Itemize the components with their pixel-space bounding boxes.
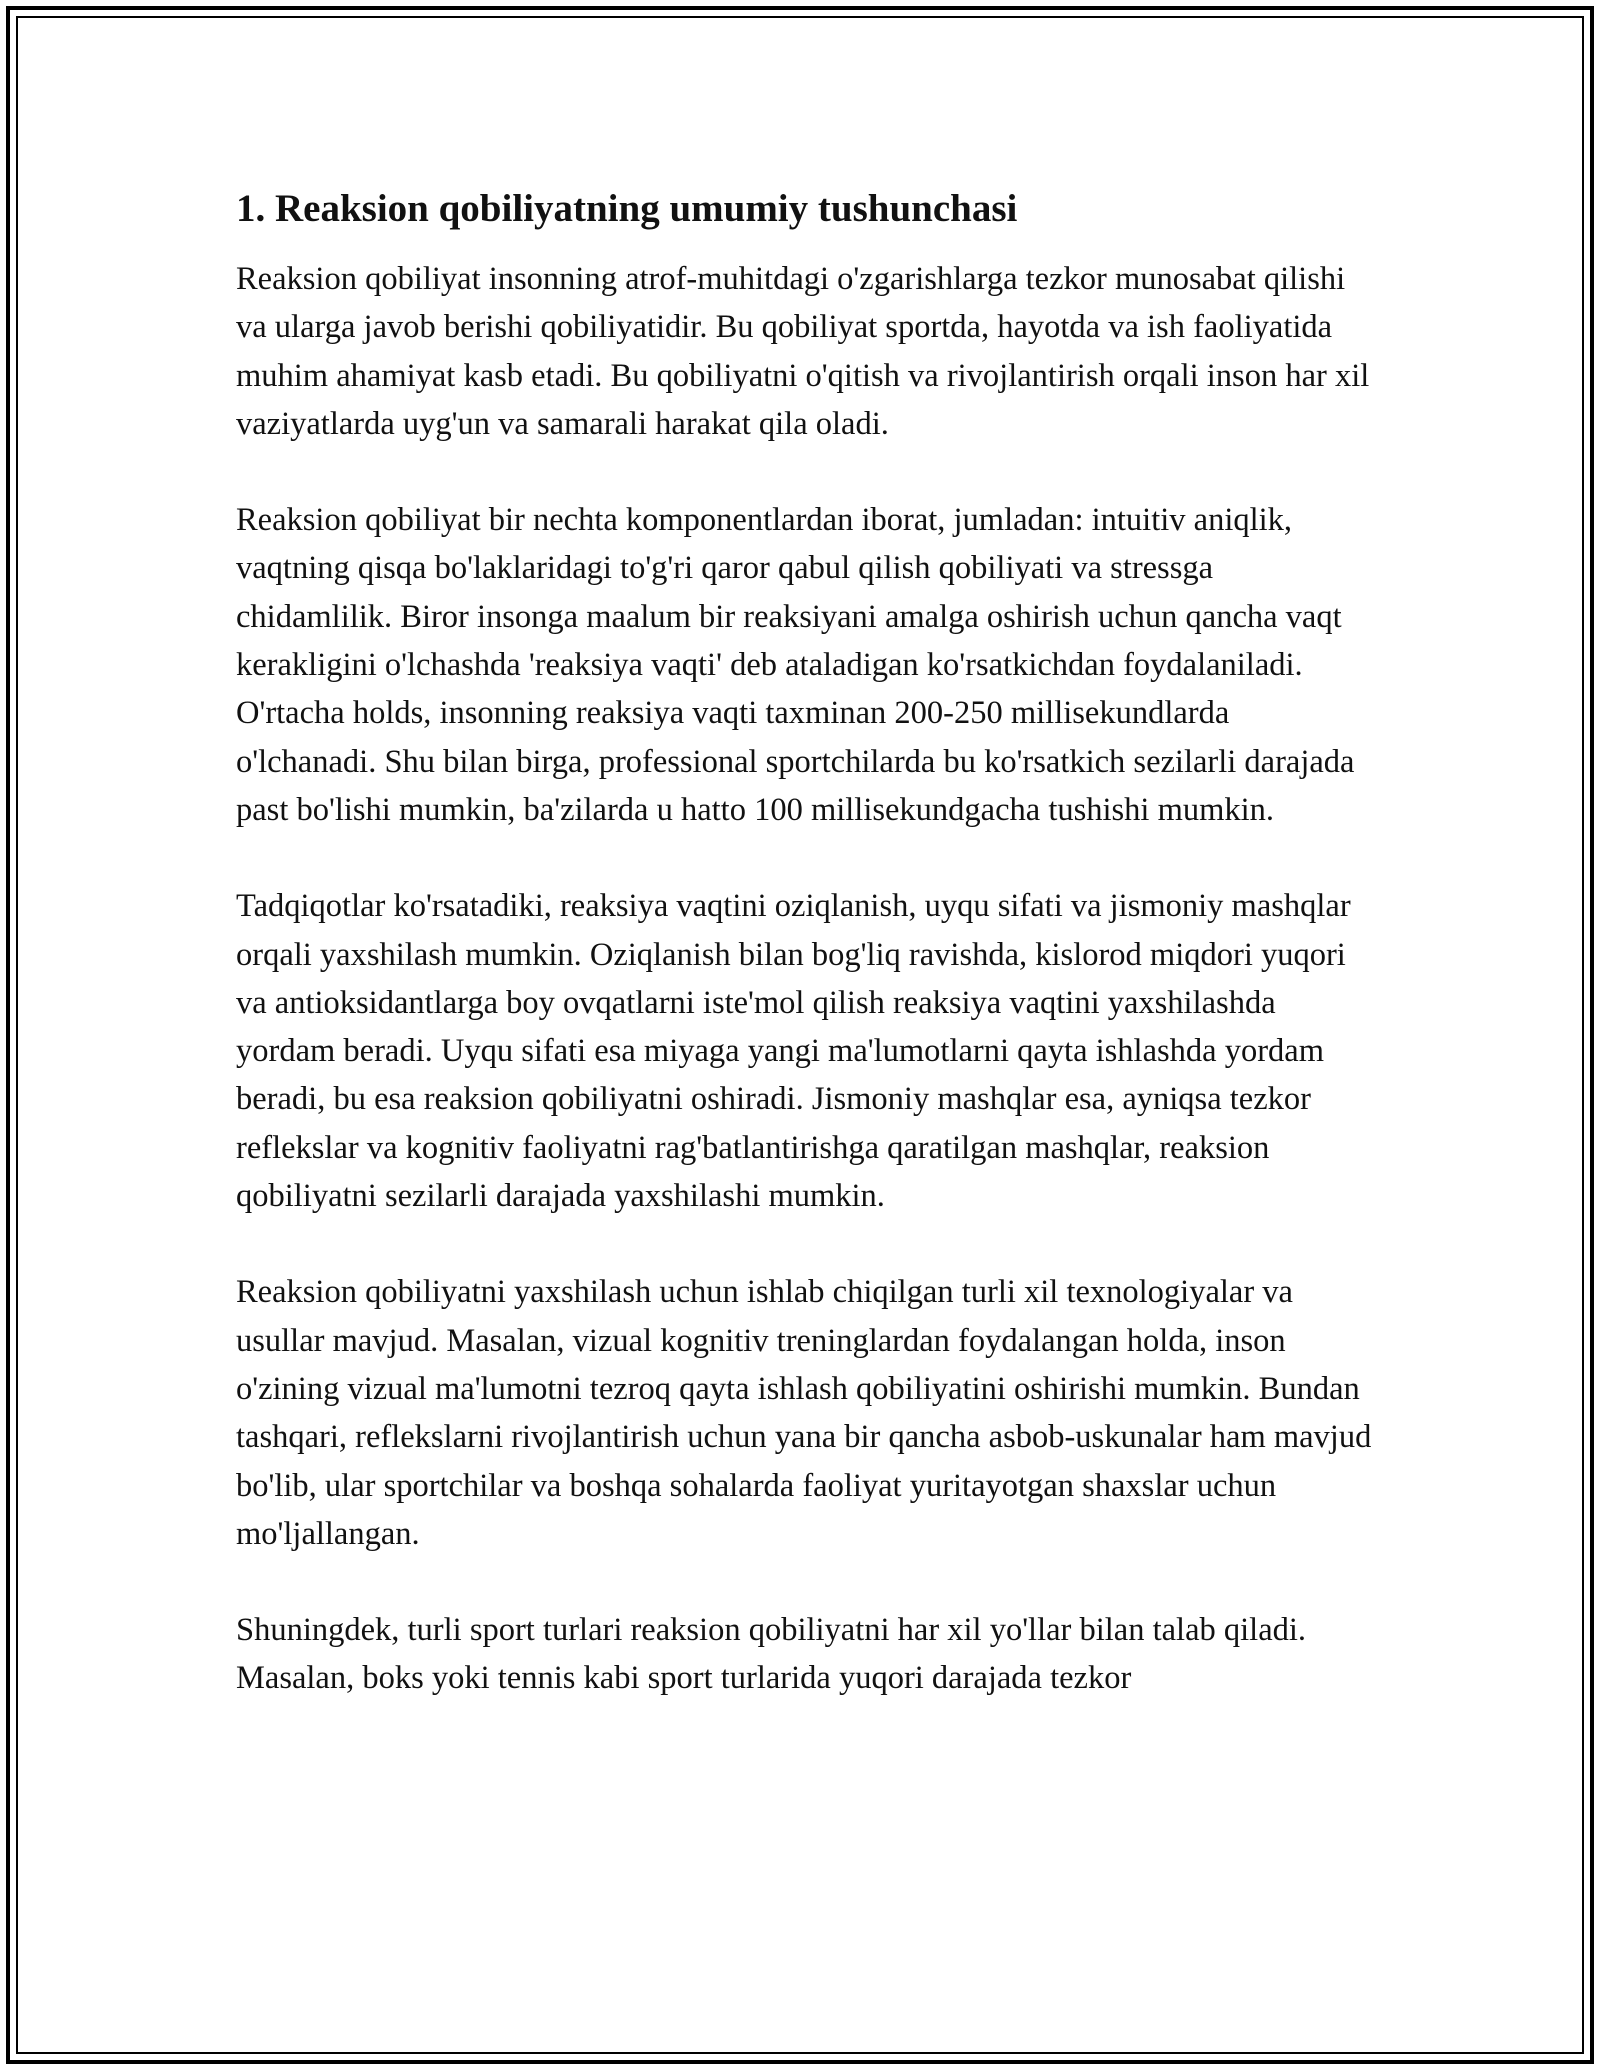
section-heading: 1. Reaksion qobiliyatning umumiy tushunchasi [236,187,1018,230]
paragraph-5: Shuningdek, turli sport turlari reaksion qobiliyatni har xil yo'llar bilan talab qiladi. Masalan, boks yoki tennis kabi sport turlarida yuqori darajada tezkor [236,1612,1307,1697]
paragraph-2: Reaksion qobiliyat bir nechta komponentlardan iborat, jumladan: intuitiv aniqlik, vaqtning qisqa bo'laklaridagi to'g'ri qaror qabul qilish qobiliyati va stressga chidamlilik. Biror insonga maalum bir reaksiyani amalga oshirish uchun qancha vaqt kerakligini o'lchashda 'reaksiya vaqti' deb ataladigan ko'rsatkichdan foydalaniladi. O'rtacha holds, insonning reaksiya vaqti taxminan 200-250 millisekundlarda o'lchanadi. Shu bilan birga, professional sportchilarda bu ko'rsatkich sezilarli darajada past bo'lishi mumkin, ba'zilarda u hatto 100 millisekundgacha tushishi mumkin. [236,502,1355,828]
paragraph-3: Tadqiqotlar ko'rsatadiki, reaksiya vaqtini oziqlanish, uyqu sifati va jismoniy mashqlar orqali yaxshilash mumkin. Oziqlanish bilan bog'liq ravishda, kislorod miqdori yuqori va antioksidantlarga boy ovqatlarni iste'mol qilish reaksiya vaqtini yaxshilashda yordam beradi. Uyqu sifati esa miyaga yangi ma'lumotlarni qayta ishlashda yordam beradi, bu esa reaksion qobiliyatni oshiradi. Jismoniy mashqlar esa, ayniqsa tezkor reflekslar va kognitiv faoliyatni rag'batlantirishga qaratilgan mashqlar, reaksion qobiliyatni sezilarli darajada yaxshilashi mumkin. [236,888,1351,1215]
paragraph-1: Reaksion qobiliyat insonning atrof-muhitdagi o'zgarishlarga tezkor munosabat qilishi va ularga javob berishi qobiliyatidir. Bu qobiliyat sportda, hayotda va ish faoliyatida muhim ahamiyat kasb etadi. Bu qobiliyatni o'qitish va rivojlantirish orqali inson har xil vaziyatlarda uyg'un va samarali harakat qila oladi. [236,261,1370,442]
document-body [236,185,1376,1751]
paragraph-4: Reaksion qobiliyatni yaxshilash uchun ishlab chiqilgan turli xil texnologiyalar va usullar mavjud. Masalan, vizual kognitiv treninglardan foydalangan holda, inson o'zining vizual ma'lumotni tezroq qayta ishlash qobiliyatini oshirishi mumkin. Bundan tashqari, reflekslarni rivojlantirish uchun yana bir qancha asbob-uskunalar ham mavjud bo'lib, ular sportchilar va boshqa sohalarda faoliyat yuritayotgan shaxslar uchun mo'ljallangan. [236,1274,1372,1552]
